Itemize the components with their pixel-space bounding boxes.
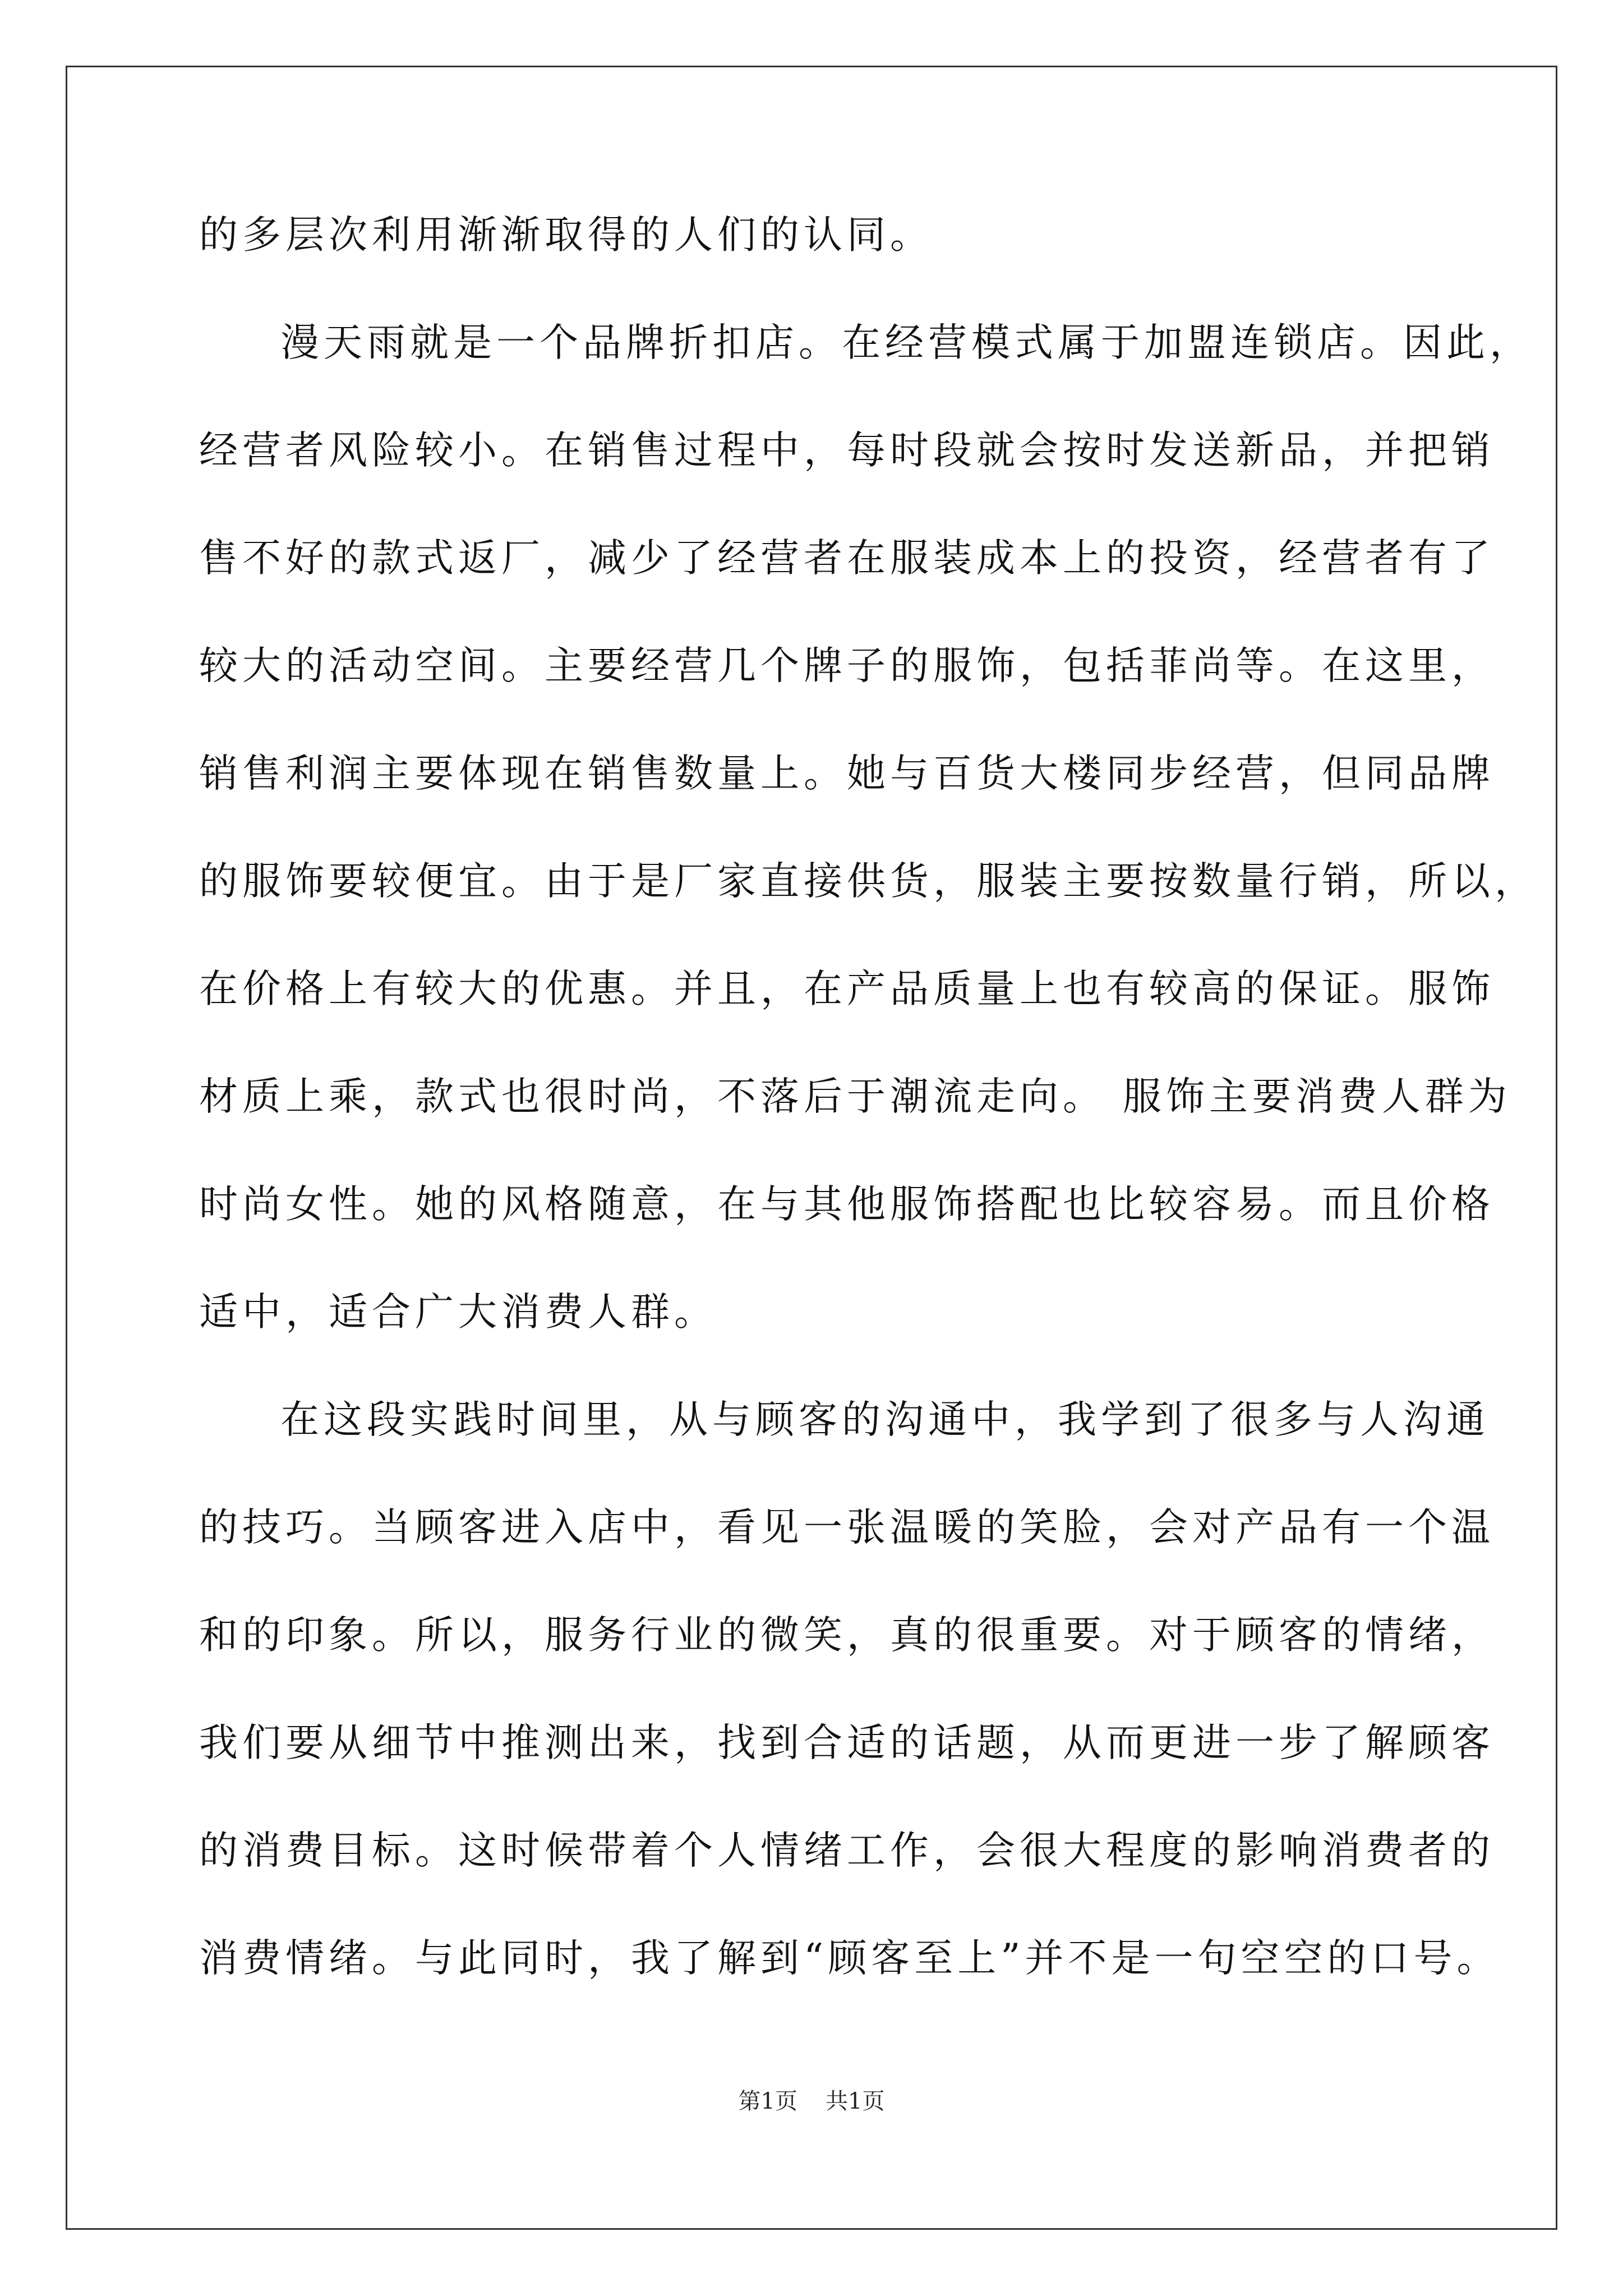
text-line: 我们要从细节中推测出来，找到合适的话题，从而更进一步了解顾客 <box>199 1720 1495 1765</box>
text-line: 售不好的款式返厂，减少了经营者在服装成本上的投资，经营者有了 <box>199 536 1495 581</box>
paragraph-start-line: 漫天雨就是一个品牌折扣店。在经营模式属于加盟连锁店。因此， <box>280 320 1533 365</box>
text-line: 销售利润主要体现在销售数量上。她与百货大楼同步经营，但同品牌 <box>199 751 1495 796</box>
text-line: 和的印象。所以，服务行业的微笑，真的很重要。对于顾客的情绪， <box>199 1613 1495 1658</box>
page-total: 共1页 <box>826 2088 885 2114</box>
paragraph-start-line: 在这段实践时间里，从与顾客的沟通中，我学到了很多与人沟通 <box>280 1397 1490 1442</box>
text-line: 的多层次利用渐渐取得的人们的认同。 <box>199 213 933 257</box>
text-line: 在价格上有较大的优惠。并且，在产品质量上也有较高的保证。服饰 <box>199 967 1495 1011</box>
text-line: 适中，适合广大消费人群。 <box>199 1290 717 1335</box>
text-line: 材质上乘，款式也很时尚，不落后于潮流走向。 服饰主要消费人群为 <box>199 1074 1511 1119</box>
text-line: 经营者风险较小。在销售过程中，每时段就会按时发送新品，并把销 <box>199 428 1495 473</box>
text-line: 时尚女性。她的风格随意，在与其他服饰搭配也比较容易。而且价格 <box>199 1182 1495 1227</box>
page-number: 第1页 <box>738 2088 797 2114</box>
text-line: 的服饰要较便宜。由于是厂家直接供货，服装主要按数量行销，所以， <box>199 859 1538 904</box>
text-line: 的技巧。当顾客进入店中，看见一张温暖的笑脸，会对产品有一个温 <box>199 1505 1495 1550</box>
document-body <box>199 213 1538 2047</box>
text-line: 的消费目标。这时候带着个人情绪工作，会很大程度的影响消费者的 <box>199 1828 1495 1873</box>
page-footer <box>0 2083 1623 2115</box>
text-line: 消费情绪。与此同时，我了解到“顾客至上”并不是一句空空的口号。 <box>199 1936 1500 1981</box>
text-line: 较大的活动空间。主要经营几个牌子的服饰，包括菲尚等。在这里， <box>199 643 1495 688</box>
